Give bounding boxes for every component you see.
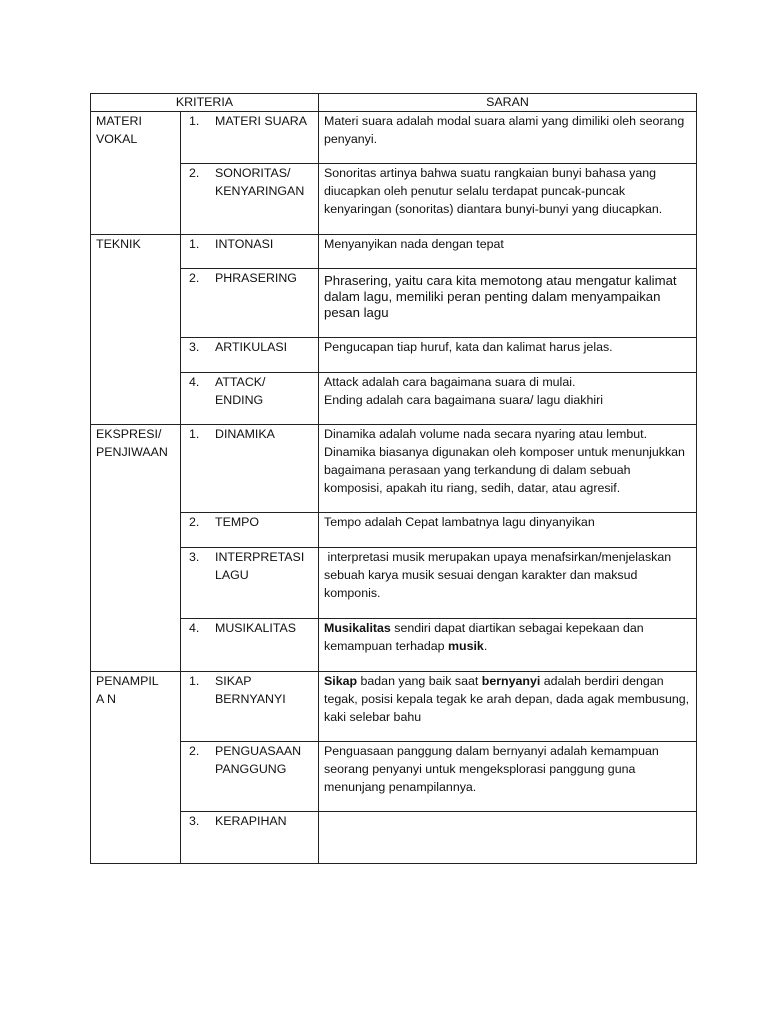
saran-cell (319, 373, 697, 425)
table-row (91, 235, 697, 269)
criterion-cell (181, 269, 319, 338)
saran-cell (319, 619, 697, 672)
table-row (91, 338, 697, 373)
criterion-cell (181, 235, 319, 269)
criterion-label: ATTACK/ ENDING (215, 375, 266, 407)
category-label: PENAMPILA N (96, 674, 159, 706)
saran-cell: Phrasering, yaitu cara kita memotong atau mengatur kalimat dalam lagu, memiliki peran penting dalam menyampaikan pesan lagu (319, 269, 697, 338)
criterion-number: 1. (189, 674, 200, 688)
category-cell (91, 672, 181, 864)
category-cell: TEKNIK (91, 235, 181, 425)
saran-bold: musik (448, 639, 484, 653)
table-row (91, 619, 697, 672)
criterion-label: MATERI SUARA (215, 114, 308, 128)
saran-cell: Sonoritas artinya bahwa suatu rangkaian bunyi bahasa yang diucapkan oleh penutur selalu terdapat puncak-puncak kenyaringan (sonoritas) diantara bunyi-bunyi yang diucapkan. (319, 164, 697, 235)
saran-cell: Dinamika adalah volume nada secara nyaring atau lembut. Dinamika biasanya digunakan oleh komposer untuk menunjukkan bagaimana perasaan yang terkandung di dalam sebuah komposisi, apakah itu riang, sedih, datar, atau agresif. (319, 425, 697, 513)
saran-cell: Tempo adalah Cepat lambatnya lagu dinyanyikan (319, 513, 697, 548)
criterion-label: SONORITAS/ KENYARINGAN (215, 166, 305, 198)
category-cell: MATERI VOKAL (91, 112, 181, 235)
criterion-number: 3. (189, 814, 200, 828)
criterion-label: INTERPRETASI LAGU (215, 550, 305, 582)
criterion-number: 1. (189, 237, 200, 251)
criterion-number: 3. (189, 340, 200, 354)
criterion-cell (181, 619, 319, 672)
criterion-cell (181, 548, 319, 619)
table-row (91, 269, 697, 338)
saran-text: . (483, 639, 488, 653)
saran-cell: Menyanyikan nada dengan tepat (319, 235, 697, 269)
criterion-label: KERAPIHAN (215, 814, 287, 828)
criteria-table (90, 93, 697, 864)
saran-cell (319, 812, 697, 864)
criterion-cell (181, 164, 319, 235)
saran-line: Attack adalah cara bagaimana suara di mulai. (324, 375, 576, 389)
criterion-label: ARTIKULASI (215, 340, 288, 354)
criterion-cell (181, 742, 319, 812)
saran-line: Ending adalah cara bagaimana suara/ lagu diakhiri (324, 393, 603, 407)
table-row (91, 672, 697, 742)
criterion-cell (181, 425, 319, 513)
criterion-cell (181, 672, 319, 742)
criterion-cell (181, 812, 319, 864)
criterion-number: 1. (189, 114, 200, 128)
table-row (91, 513, 697, 548)
criterion-cell (181, 112, 319, 164)
criterion-number: 2. (189, 515, 200, 529)
category-cell: EKSPRESI/ PENJIWAAN (91, 425, 181, 672)
saran-cell: Penguasaan panggung dalam bernyanyi adalah kemampuan seorang penyanyi untuk mengeksplorasi panggung guna menunjang penampilannya. (319, 742, 697, 812)
criterion-number: 2. (189, 744, 200, 758)
table-row (91, 112, 697, 164)
criterion-label: PHRASERING (215, 271, 297, 285)
table-row (91, 164, 697, 235)
criterion-label: TEMPO (215, 515, 260, 529)
header-saran: SARAN (319, 94, 697, 112)
criterion-label: DINAMIKA (215, 427, 275, 441)
saran-text: adalah berdiri dengan tegak, posisi kepala tegak ke arah depan, dada agak membusung, kaki selebar bahu (324, 674, 690, 724)
criterion-number: 3. (189, 550, 200, 564)
criterion-cell (181, 338, 319, 373)
saran-cell: Pengucapan tiap huruf, kata dan kalimat harus jelas. (319, 338, 697, 373)
table-row (91, 742, 697, 812)
saran-bold: bernyanyi (481, 674, 541, 688)
table-row (91, 812, 697, 864)
table-row (91, 425, 697, 513)
criterion-number: 1. (189, 427, 200, 441)
criterion-label: SIKAP BERNYANYI (215, 674, 286, 706)
criterion-cell (181, 513, 319, 548)
saran-cell (319, 672, 697, 742)
criterion-cell (181, 373, 319, 425)
saran-bold: Musikalitas (324, 621, 391, 635)
saran-bold: Sikap (324, 674, 358, 688)
saran-cell: Materi suara adalah modal suara alami yang dimiliki oleh seorang penyanyi. (319, 112, 697, 164)
criterion-label: PENGUASAAN PANGGUNG (215, 744, 302, 776)
criterion-number: 2. (189, 271, 200, 285)
criterion-label: INTONASI (215, 237, 274, 251)
table-header-row (91, 94, 697, 112)
criterion-number: 2. (189, 166, 200, 180)
header-kriteria: KRITERIA (91, 94, 319, 112)
table-row (91, 548, 697, 619)
criterion-label: MUSIKALITAS (215, 621, 297, 635)
saran-text: badan yang baik saat (357, 674, 482, 688)
saran-text: sendiri dapat diartikan sebagai kepekaan dan kemampuan terhadap (324, 621, 648, 653)
table-row (91, 373, 697, 425)
criterion-number: 4. (189, 621, 200, 635)
criterion-number: 4. (189, 375, 200, 389)
saran-cell: interpretasi musik merupakan upaya menafsirkan/menjelaskan sebuah karya musik sesuai dengan karakter dan maksud komponis. (319, 548, 697, 619)
